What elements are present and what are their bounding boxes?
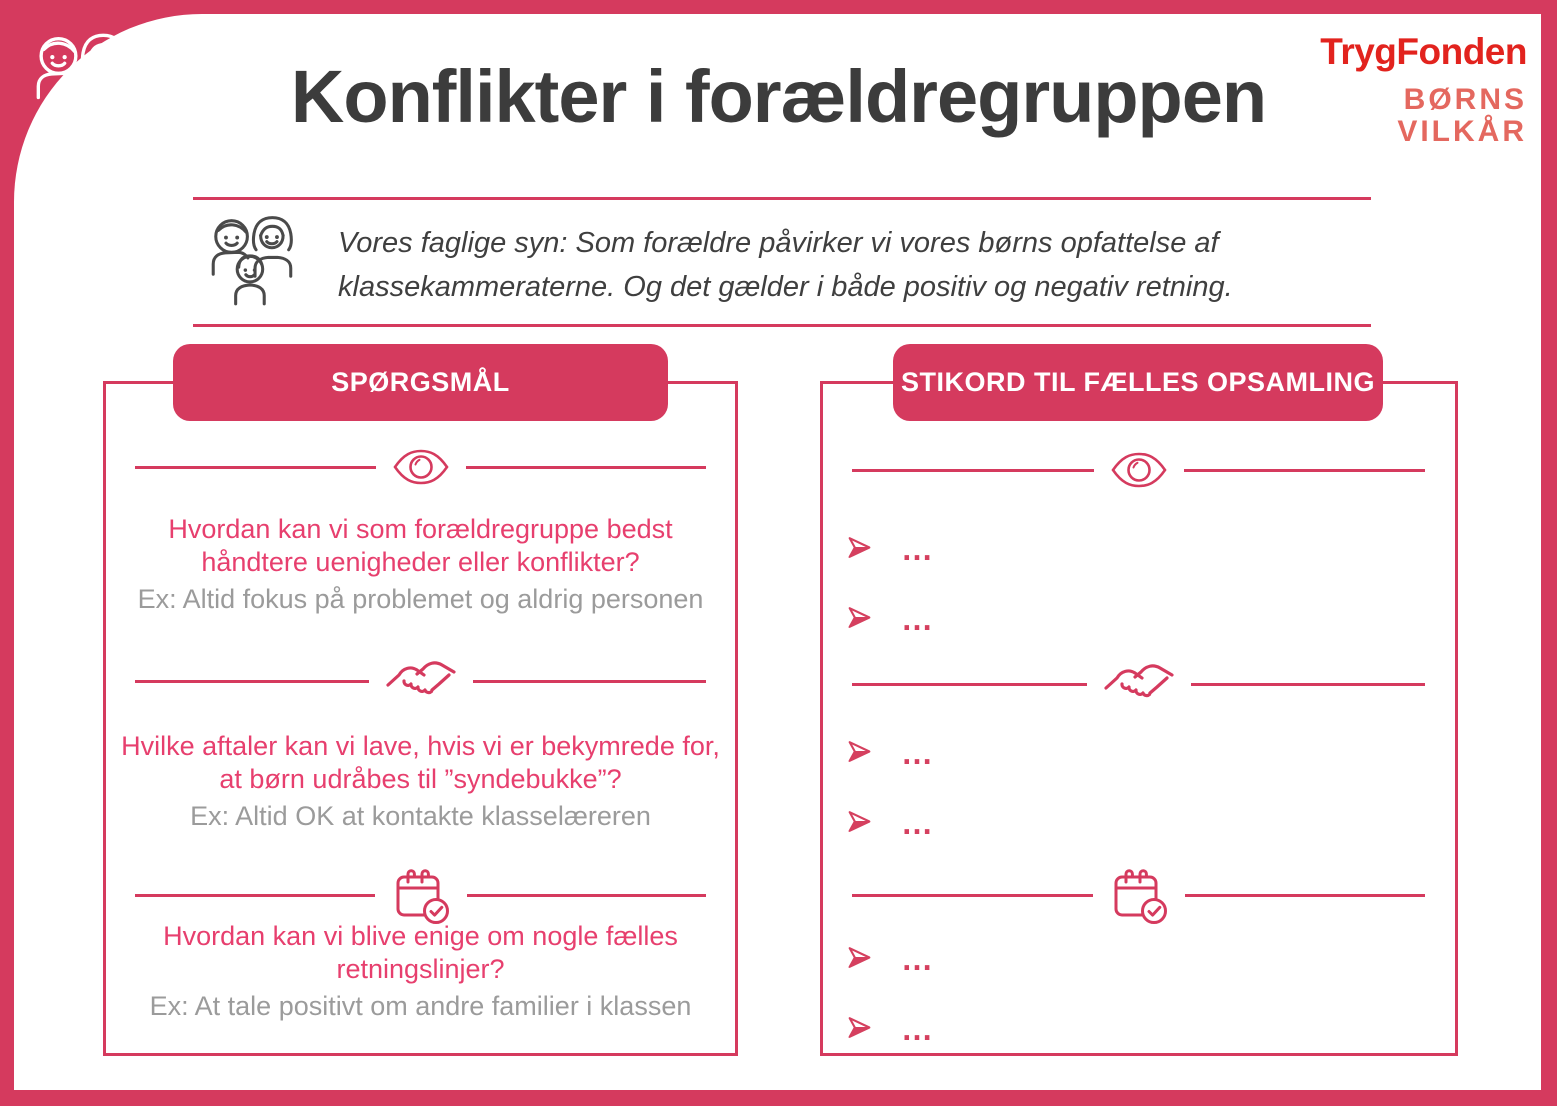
eye-icon [1110,451,1168,489]
borns-vilkar-line1: BØRNS [1403,83,1527,116]
arrowhead-icon [846,808,873,835]
bullet-item [846,941,936,977]
question-example: Ex: Altid OK at kontakte klasselæreren [190,800,651,831]
bullet-placeholder: … [901,531,936,567]
section-divider [135,657,706,705]
arrowhead-icon [846,604,873,631]
bullet-placeholder: … [901,735,936,771]
section-divider [852,660,1425,708]
intro-bottom-rule [193,324,1371,327]
borns-vilkar-logo [1397,84,1527,149]
summary-panel-header: STIKORD TIL FÆLLES OPSAMLING [893,344,1383,421]
arrowhead-icon [846,738,873,765]
bullet-item [846,601,936,637]
question-text: Hvilke aftaler kan vi lave, hvis vi er bekymrede for, at børn udråbes til ”syndebukke”? [121,731,720,794]
bullet-placeholder: … [901,601,936,637]
bullet-placeholder: … [901,1011,936,1047]
section-divider [135,448,706,486]
arrowhead-icon [846,944,873,971]
handshake-icon [1103,660,1175,708]
calendar-check-icon [391,864,451,926]
question-section [111,730,730,833]
question-section [111,920,730,1023]
eye-icon [392,448,450,486]
family-icon [202,211,304,313]
bullet-item [846,1011,936,1047]
handshake-icon [385,657,457,705]
question-example: Ex: Altid fokus på problemet og aldrig personen [137,583,704,614]
section-divider [852,451,1425,489]
intro-text: Vores faglige syn: Som forældre påvirker vi vores børns opfattelse af klassekammeraterne. Og det gælder i både positiv og negativ retning. [338,227,1233,304]
question-section [111,513,730,616]
question-example: Ex: At tale positivt om andre familier i klassen [149,990,692,1021]
borns-vilkar-line2: VILKÅR [1397,115,1527,149]
intro-top-rule [193,197,1371,200]
arrowhead-icon [846,1014,873,1041]
arrowhead-icon [846,534,873,561]
questions-panel-header: SPØRGSMÅL [173,344,668,421]
bullet-item [846,735,936,771]
section-divider [135,864,706,926]
trygfonden-logo: TrygFonden [1320,31,1527,72]
bullet-placeholder: … [901,941,936,977]
question-text: Hvordan kan vi som forældregruppe bedst håndtere uenigheder eller konflikter? [168,514,673,577]
bullet-placeholder: … [901,805,936,841]
calendar-check-icon [1109,864,1169,926]
question-text: Hvordan kan vi blive enige om nogle fælles retningslinjer? [163,921,678,984]
bullet-item [846,531,936,567]
bullet-item [846,805,936,841]
section-divider [852,864,1425,926]
page-title: Konflikter i forældregruppen [290,55,1267,138]
